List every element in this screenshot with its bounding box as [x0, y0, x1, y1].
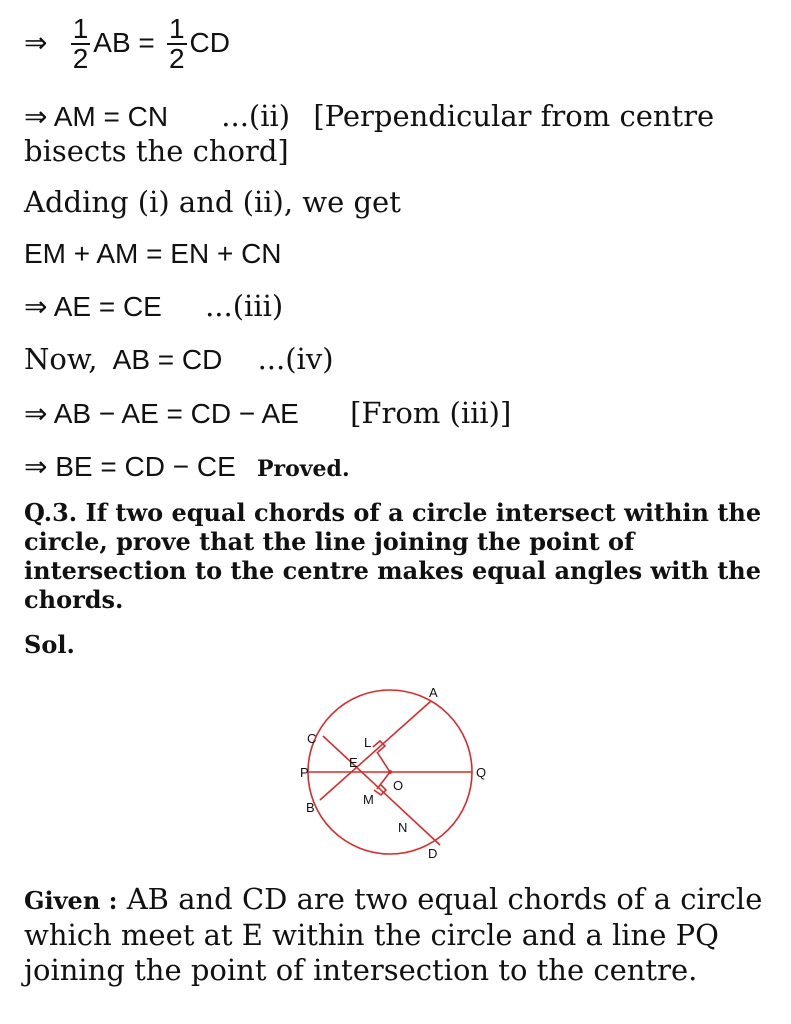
- circle-chords-diagram: [0, 680, 791, 880]
- label-Q: Q: [476, 765, 487, 780]
- step-2-reason-cont: bisects the chord]: [24, 134, 289, 168]
- step-7: [24, 396, 511, 431]
- label-N: N: [398, 820, 408, 835]
- step-5-math: ⇒ AE = CE: [24, 291, 162, 322]
- label-L: L: [364, 735, 372, 750]
- step-7-math: ⇒ AB − AE = CD − AE: [24, 398, 299, 429]
- question-3: Q.3. If two equal chords of a circle intersect within the circle, prove that the line joining the point of intersection to the centre makes equal angles with the chords.: [24, 498, 762, 614]
- label-E: E: [349, 755, 358, 770]
- label-A: A: [429, 685, 438, 700]
- centre-point: [388, 770, 392, 774]
- step-4: EM + AM = EN + CN: [24, 238, 282, 269]
- fraction-half-1: $\frac{1}{2}$: [72, 13, 89, 74]
- step-1-right: CD: [189, 27, 230, 58]
- step-2-math: ⇒ AM = CN: [24, 101, 169, 132]
- label-D: D: [428, 846, 438, 861]
- step-1: [24, 15, 230, 73]
- label-M: M: [363, 792, 374, 807]
- given-paragraph: [24, 882, 774, 988]
- segment-OL: [377, 752, 390, 772]
- step-2-reason: [Perpendicular from centre: [313, 99, 715, 133]
- sol-label: Sol.: [24, 630, 75, 659]
- label-P: P: [300, 765, 309, 780]
- implies-symbol: ⇒: [24, 27, 48, 58]
- given-text: AB and CD are two equal chords of a circle which meet at E within the circle and a line PQ joining the point of intersection to the centre.: [24, 882, 763, 987]
- step-6-ref: ...(iv): [257, 342, 334, 376]
- step-5: [24, 289, 283, 324]
- step-8: [24, 449, 350, 486]
- label-C: C: [307, 731, 317, 746]
- step-8-math: ⇒ BE = CD − CE: [24, 451, 236, 482]
- step-5-ref: ...(iii): [205, 289, 284, 323]
- step-3: Adding (i) and (ii), we get: [24, 185, 401, 219]
- label-B: B: [306, 800, 315, 815]
- step-6-word: Now,: [24, 342, 98, 376]
- step-1-left: AB =: [93, 27, 155, 58]
- label-O: O: [393, 778, 404, 793]
- step-2-ref: ...(ii): [221, 99, 291, 133]
- given-label: Given :: [24, 886, 118, 915]
- step-7-ref: [From (iii)]: [350, 396, 512, 430]
- chord-CD: [323, 736, 440, 845]
- step-2: [24, 99, 714, 134]
- fraction-half-2: $\frac{1}{2}$: [168, 13, 185, 74]
- proved-label: Proved.: [256, 456, 350, 482]
- step-6: [24, 342, 334, 377]
- step-6-math: AB = CD: [112, 344, 223, 375]
